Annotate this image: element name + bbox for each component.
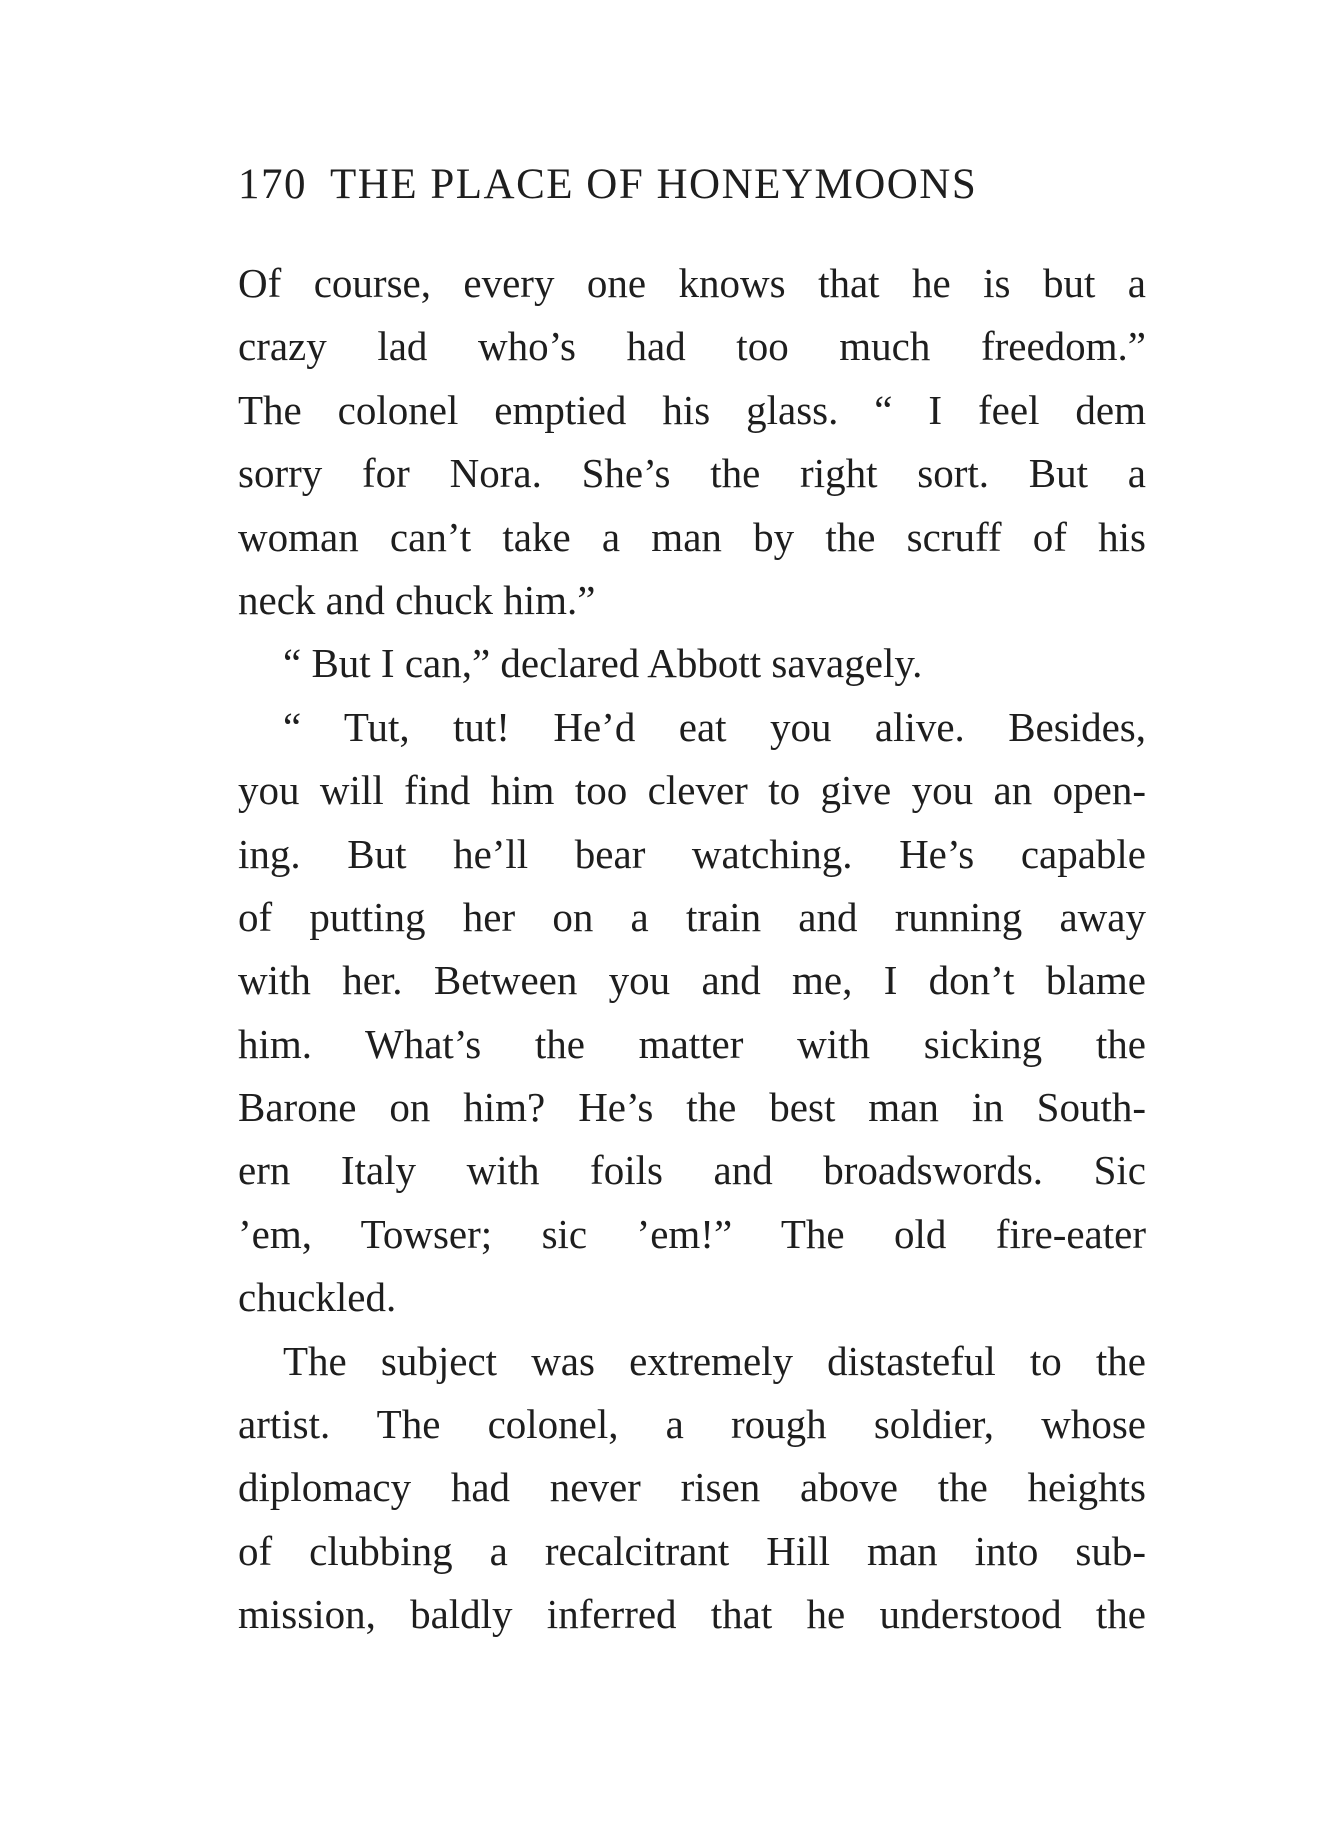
text-line: mission, baldly inferred that he understood the xyxy=(238,1591,1146,1638)
text-line: Barone on him? He’s the best man in South- xyxy=(238,1084,1146,1131)
text-line: crazy lad who’s had too much freedom.” xyxy=(238,323,1146,370)
text-line: “ Tut, tut! He’d eat you alive. Besides, xyxy=(283,703,1146,750)
page-number: 170 xyxy=(238,161,307,208)
text-line: sorry for Nora. She’s the right sort. But a xyxy=(238,450,1146,497)
paragraph xyxy=(238,1330,1146,1647)
text-line: ern Italy with foils and broadswords. Sic xyxy=(238,1147,1146,1194)
text-line: ’em, Towser; sic ’em!” The old fire-eater xyxy=(238,1210,1146,1257)
text-line: neck and chuck him.” xyxy=(238,576,596,623)
text-line: ing. But he’ll bear watching. He’s capable xyxy=(238,830,1146,877)
paragraph xyxy=(238,252,1146,632)
text-line: you will find him too clever to give you an open- xyxy=(238,767,1146,814)
text-line: artist. The colonel, a rough soldier, whose xyxy=(238,1401,1146,1448)
text-line: him. What’s the matter with sicking the xyxy=(238,1020,1146,1067)
text-line: diplomacy had never risen above the heights xyxy=(238,1464,1146,1511)
book-title: THE PLACE OF HONEYMOONS xyxy=(330,161,978,208)
running-head xyxy=(238,160,1138,210)
body-text xyxy=(238,252,1146,1647)
text-line: chuckled. xyxy=(238,1274,397,1321)
text-line: Of course, every one knows that he is but a xyxy=(238,260,1146,306)
text-line: woman can’t take a man by the scruff of his xyxy=(238,513,1146,560)
text-line: with her. Between you and me, I don’t blame xyxy=(238,957,1146,1004)
text-line: The colonel emptied his glass. “ I feel dem xyxy=(238,386,1146,433)
text-line: of putting her on a train and running away xyxy=(238,893,1146,940)
paragraph xyxy=(238,696,1146,1330)
text-line: “ But I can,” declared Abbott savagely. xyxy=(283,640,923,687)
paragraph xyxy=(238,632,1146,695)
text-line: of clubbing a recalcitrant Hill man into sub- xyxy=(238,1527,1146,1574)
text-line: The subject was extremely distasteful to the xyxy=(283,1337,1146,1384)
